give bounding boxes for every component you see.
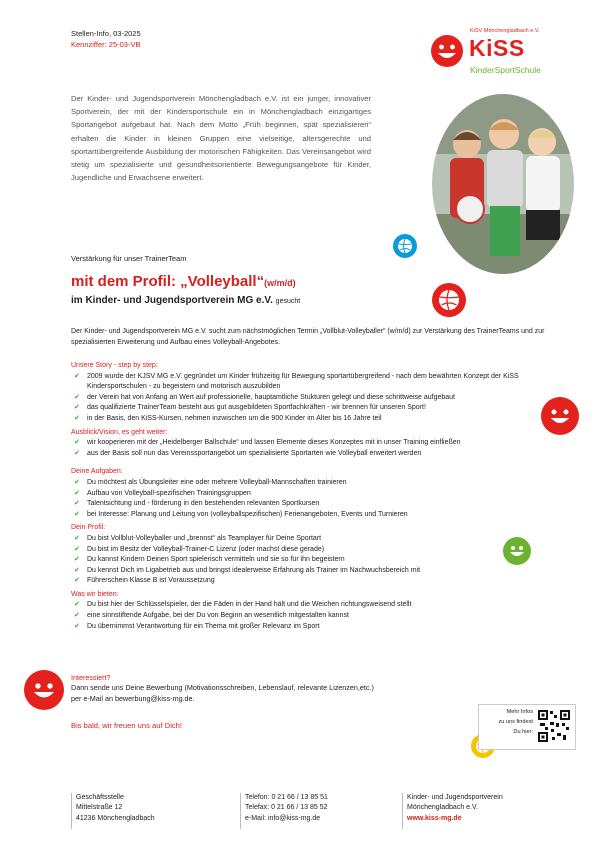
- subheadline-main: im Kinder- und Jugendsportverein MG e.V.: [71, 295, 273, 306]
- list-item: ✔ Du bist hier der Schlüsselspieler, der die Fäden in der Hand hält und die Weichen richtungsweisend stellt: [71, 600, 551, 611]
- logo-subtitle: KinderSportSchule: [470, 65, 541, 75]
- footer-website-link[interactable]: www.kiss-mg.de: [407, 814, 462, 822]
- list-item: ✔ Du übernimmst Verantwortung für ein Thema mit großer Relevanz im Sport: [71, 622, 551, 633]
- closing-line: Bis bald, wir freuen uns auf Dich!: [71, 721, 183, 730]
- check-icon: ✔: [74, 612, 80, 620]
- footer-divider: [240, 793, 241, 829]
- check-icon: ✔: [74, 478, 80, 486]
- headline-main: mit dem Profil: „Volleyball“: [71, 273, 265, 290]
- reinforcement-label: Verstärkung für unser TrainerTeam: [71, 254, 187, 263]
- subheadline-suffix: gesucht: [275, 298, 301, 305]
- headline: [71, 273, 296, 290]
- check-icon: ✔: [74, 601, 80, 609]
- check-icon: ✔: [74, 577, 80, 585]
- section-vision: [71, 428, 551, 460]
- footer-contact: Telefon: 0 21 66 / 13 85 51 Telefax: 0 21 66 / 13 85 52 e-Mail: info@kiss-mg.de: [245, 793, 328, 824]
- subheadline: [71, 295, 300, 306]
- children-photo: [432, 94, 574, 274]
- interest-email-line[interactable]: per e-Mail an bewerbung@kiss-mg.de.: [71, 693, 195, 703]
- kiss-logo: [430, 28, 560, 83]
- volleyball-icon-red: [432, 283, 466, 317]
- list-item: ✔ aus der Basis soll nun das Vereinssportangebot um spezialisierte Sportarten wie Volleyball erweitert werden: [71, 449, 551, 460]
- section-tasks: [71, 467, 551, 520]
- list-item: ✔ eine sinnstiftende Aufgabe, bei der Du von Beginn an wesentlich mitgestalten kannst: [71, 611, 551, 622]
- section-title: Unsere Story - step by step:: [71, 362, 158, 369]
- section-title: Dein Profil:: [71, 524, 106, 532]
- section-story: [71, 361, 551, 425]
- logo-name: KiSS: [469, 35, 525, 61]
- interest-title: Interessiert?: [71, 673, 111, 682]
- volleyball-icon-blue: [393, 234, 417, 258]
- qr-code-icon[interactable]: [537, 709, 571, 743]
- check-icon: ✔: [74, 414, 80, 422]
- check-icon: ✔: [74, 439, 80, 447]
- stellen-info: Stellen-Info, 03-2025: [71, 29, 141, 38]
- footer-address: Geschäftsstelle Mittelstraße 12 41236 Mönchengladbach: [76, 794, 155, 822]
- check-icon: ✔: [74, 372, 80, 380]
- interest-line: Dann sende uns Deine Bewerbung (Motivationsschreiben, Lebenslauf, relevante Lizenzen,etc.): [71, 683, 374, 693]
- footer-email[interactable]: e-Mail: info@kiss-mg.de: [245, 814, 321, 822]
- list-item: ✔ der Verein hat von Anfang an Wert auf professionelle, hauptamtliche Stukturen gelegt und diese schrittweise aufgebaut: [71, 393, 551, 404]
- document-meta: [71, 28, 141, 50]
- check-icon: ✔: [74, 534, 80, 542]
- intro-paragraph: Der Kinder- und Jugendsportverein Mönchengladbach e.V. ist ein junger, innovativer Sportverein, der mit der Kindersportschule ein in Mönchengladbach einzigartiges Sportangebot aufgebaut hat. Nach dem Motto „Früh beginnen, spät spezialisieren“ erhalten die Kinder in kleinen Gruppen eine vielseitige, altersgerechte und sportartübergreifende Ausbildung der motorischen Fähigkeiten. Das Vereinsangebot wird stetig um spezialisierte und gesundheitsorientierte Bewegungsangebote für Kinder, Jugendliche und Erwachsene erweitert.: [71, 94, 371, 183]
- list-item: ✔ in der Basis, den KiSS-Kursen, nehmen inzwischen um die 900 Kinder im Alter bis 16 Jahre teil: [71, 414, 551, 425]
- list-item: ✔ wir kooperieren mit der „Heidelberger Ballschule“ und lassen Elemente dieses Konzeptes mit in unser Training einfließen: [71, 438, 551, 449]
- list-item: ✔ Du kennst Dich im Ligabetrieb aus und bringst idealerweise Erfahrung als Trainer im Nachwuchsbereich mit: [71, 566, 551, 577]
- footer-divider: [402, 793, 403, 829]
- list-item: ✔ Führerschein Klasse B ist Voraussetzung: [71, 576, 551, 587]
- smiley-icon-red-large: [24, 670, 64, 710]
- list-item: ✔ 2009 wurde der KJSV MG e.V. gegründet um Kinder frühzeitig für Bewegung sportartübergreifend - nach dem bewährten Konzept der KiSS Kindersportschulen - zu begeistern und motorisch auszubilden: [74, 372, 519, 391]
- application-info: [71, 673, 374, 704]
- list-item: ✔ Aufbau von Volleyball-spezifischen Trainingsgruppen: [71, 489, 551, 500]
- footer-club: Kinder- und Jugendsportverein Mönchengladbach e.V. www.kiss-mg.de: [407, 793, 503, 824]
- section-title: Ausblick/Vision, es geht weiter:: [71, 428, 168, 436]
- check-icon: ✔: [74, 556, 80, 564]
- sections: [71, 361, 551, 635]
- section-title: Deine Aufgaben:: [71, 468, 123, 476]
- check-icon: ✔: [74, 566, 80, 574]
- footer-divider: [71, 793, 72, 829]
- section-title: Was wir bieten:: [71, 590, 119, 598]
- qr-info-box: [478, 704, 576, 750]
- check-icon: ✔: [74, 500, 80, 508]
- section-profile: [71, 523, 551, 587]
- section-offer: [71, 590, 551, 632]
- list-item: ✔ Du bist Vollblut-Volleyballer und „brennst“ als Teamplayer für Deine Sportart: [71, 534, 551, 545]
- lead-paragraph: Der Kinder- und Jugendsportverein MG e.V. sucht zum nächstmöglichen Termin „Vollblut-Volleyballer“ (w/m/d) zur Verstärkung des TrainerTeams und zur spezialisierten Erweiterung und Aufbau eines Volleyball-Angebotes.: [71, 328, 545, 346]
- check-icon: ✔: [74, 622, 80, 630]
- check-icon: ✔: [74, 449, 80, 457]
- qr-text: Mehr Infos zu uns findest Du hier:: [498, 709, 533, 735]
- list-item: ✔ Talentsichtung und - förderung in den bestehenden relevanten Sportkursen: [71, 499, 551, 510]
- check-icon: ✔: [74, 489, 80, 497]
- list-item: ✔ Du möchtest als Übungsleiter eine oder mehrere Volleyball-Mannschaften trainieren: [71, 478, 551, 489]
- headline-suffix: (w/m/d): [264, 278, 296, 288]
- list-item: ✔ das qualifizierte TrainerTeam besteht aus gut ausgebildeten Sportfachkräften - wir brennen für unseren Sport!: [71, 403, 551, 414]
- check-icon: ✔: [74, 545, 80, 553]
- logo-top-text: KiSV Mönchengladbach e.V.: [470, 28, 540, 34]
- check-icon: ✔: [74, 404, 80, 412]
- list-item: ✔ Du kannst Kindern Deinen Sport spielerisch vermitteln und sie so für ihn begeistern: [71, 555, 551, 566]
- list-item: ✔ bei Interesse: Planung und Leitung von (volleyballspezifischen) Ferienangeboten, Events und Turnieren: [71, 510, 551, 521]
- check-icon: ✔: [74, 510, 80, 518]
- list-item: ✔ Du bist im Besitz der Volleyball-Trainer-C Lizenz (oder machst diese gerade): [71, 545, 551, 556]
- kennziffer: Kennziffer: 25-03-VB: [71, 40, 141, 49]
- check-icon: ✔: [74, 393, 80, 401]
